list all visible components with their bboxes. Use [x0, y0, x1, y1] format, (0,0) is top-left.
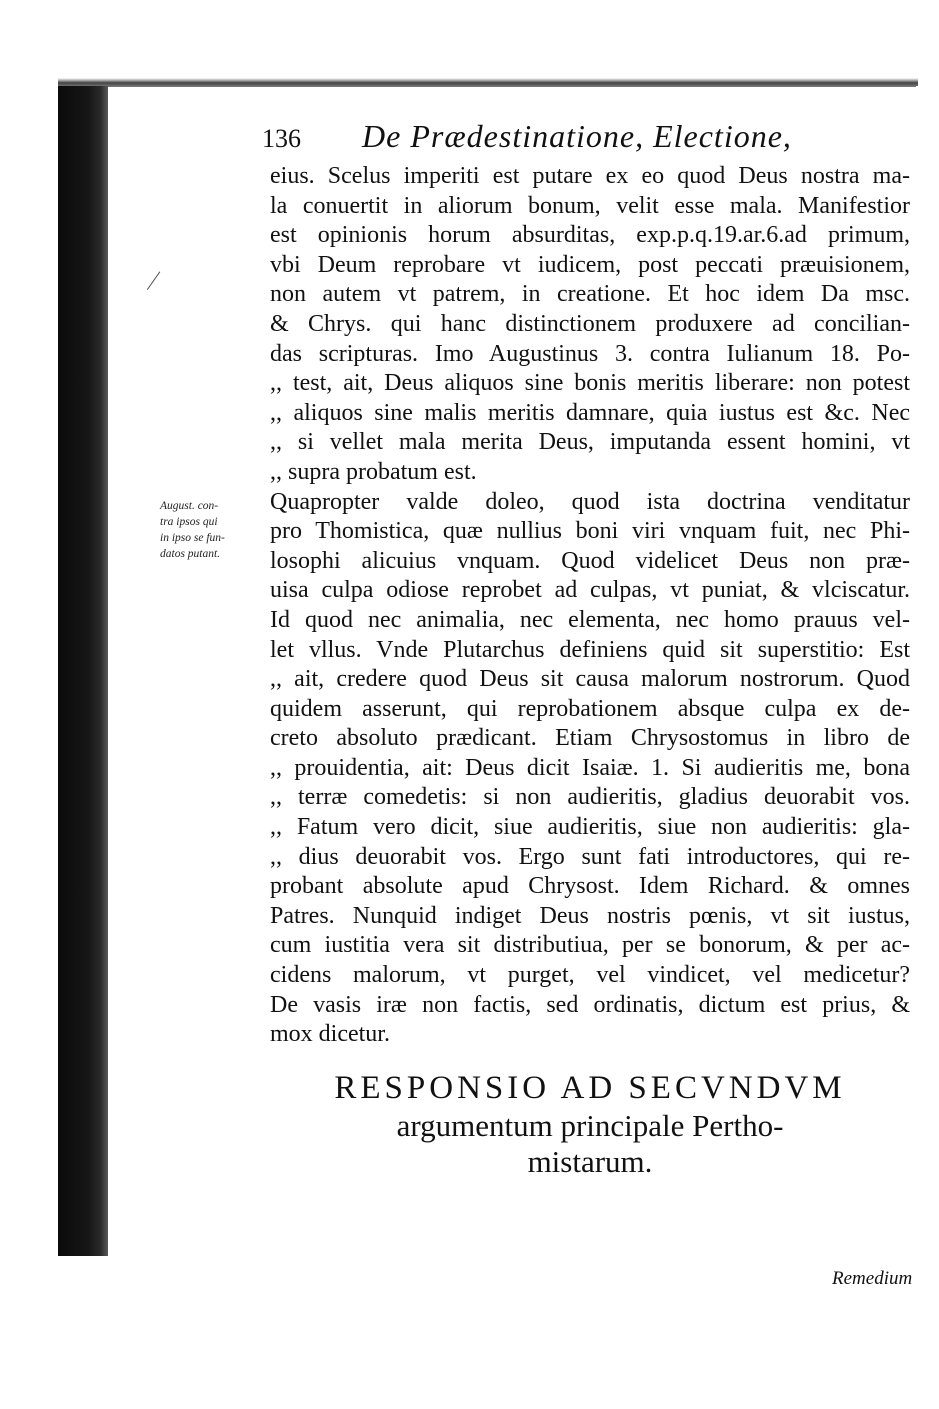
- section-heading: [270, 1068, 910, 1180]
- heading-line: RESPONSIO AD SECVNDVM: [334, 1070, 846, 1106]
- text-line: la conuertit in aliorum bonum, velit esse mala. Manifestior: [270, 192, 910, 219]
- catchword: Remedium: [832, 1268, 913, 1289]
- text-line: est opinionis horum absurditas, exp.p.q.19.ar.6.ad primum,: [270, 222, 910, 249]
- text-line: ,, Fatum vero dicit, siue audieritis, siue non audieritis: gla-: [270, 814, 910, 841]
- text-line: cum iustitia vera sit distributiua, per se bonorum, & per ac-: [270, 932, 910, 959]
- text-line: ,, prouidentia, ait: Deus dicit Isaiæ. 1. Si audieritis me, bona: [270, 754, 910, 781]
- text-line: eius. Scelus imperiti est putare ex eo quod Deus nostra ma-: [270, 163, 910, 189]
- text-line: ,, si vellet mala merita Deus, imputanda essent homini, vt: [270, 429, 910, 456]
- text-line: ,, terræ comedetis: si non audieritis, gladius deuorabit vos.: [270, 784, 910, 811]
- heading-line: argumentum principale Pertho-: [396, 1108, 784, 1143]
- text-line: Id quod nec animalia, nec elementa, nec homo prauus vel-: [270, 606, 910, 633]
- text-line: quidem asserunt, qui reprobationem absque culpa ex de-: [270, 695, 910, 722]
- text-line: losophi alicuius vnquam. Quod videlicet Deus non præ-: [270, 547, 910, 574]
- text-line: ,, ait, credere quod Deus sit causa malorum nostrorum. Quod: [270, 666, 910, 693]
- text-line: De vasis iræ non factis, sed ordinatis, dictum est prius, &: [270, 991, 910, 1018]
- text-line: ,, test, ait, Deus aliquos sine bonis meritis liberare: non potest: [270, 370, 910, 397]
- book-binding-edge: [58, 86, 108, 1256]
- page-top-edge: [58, 78, 918, 86]
- heading-line: mistarum.: [527, 1144, 653, 1179]
- text-line: mox dicetur.: [270, 1021, 390, 1048]
- page-number: 136: [262, 124, 301, 153]
- text-line: cidens malorum, vt purget, vel vindicet, vel medicetur?: [270, 962, 910, 989]
- running-head: De Prædestinatione, Electione,: [362, 118, 792, 154]
- text-line: uisa culpa odiose reprobet ad culpas, vt puniat, & vlciscatur.: [270, 577, 910, 604]
- page-header: [262, 118, 912, 162]
- margin-note-line: in ipso se fun-: [160, 532, 225, 544]
- text-line: ,, dius deuorabit vos. Ergo sunt fati introductores, qui re-: [270, 843, 910, 870]
- text-line: let vllus. Vnde Plutarchus definiens quid sit superstitio: Est: [270, 636, 910, 663]
- text-line: vbi Deum reprobare vt iudicem, post peccati præuisionem,: [270, 251, 910, 278]
- text-line: creto absoluto prædicant. Etiam Chrysostomus in libro de: [270, 725, 910, 752]
- text-line: Quapropter valde doleo, quod ista doctrina venditatur: [270, 488, 910, 515]
- text-line: ,, supra probatum est.: [270, 458, 477, 485]
- margin-note-line: datos putant.: [160, 548, 221, 560]
- body-text: [270, 162, 910, 1050]
- text-line: & Chrys. qui hanc distinctionem produxere ad concilian-: [270, 310, 910, 337]
- text-line: Patres. Nunquid indiget Deus nostris pœnis, vt sit iustus,: [270, 902, 910, 929]
- text-line: probant absolute apud Chrysost. Idem Richard. & omnes: [270, 873, 910, 900]
- margin-note-line: August. con-: [160, 500, 219, 512]
- margin-note: [160, 498, 262, 562]
- text-line: non autem vt patrem, in creatione. Et hoc idem Da msc.: [270, 281, 910, 308]
- text-line: pro Thomistica, quæ nullius boni viri vnquam fuit, nec Phi-: [270, 518, 910, 545]
- margin-note-line: tra ipsos qui: [160, 516, 218, 528]
- text-line: das scripturas. Imo Augustinus 3. contra Iulianum 18. Po-: [270, 340, 910, 367]
- text-line: ,, aliquos sine malis meritis damnare, quia iustus est &c. Nec: [270, 399, 910, 426]
